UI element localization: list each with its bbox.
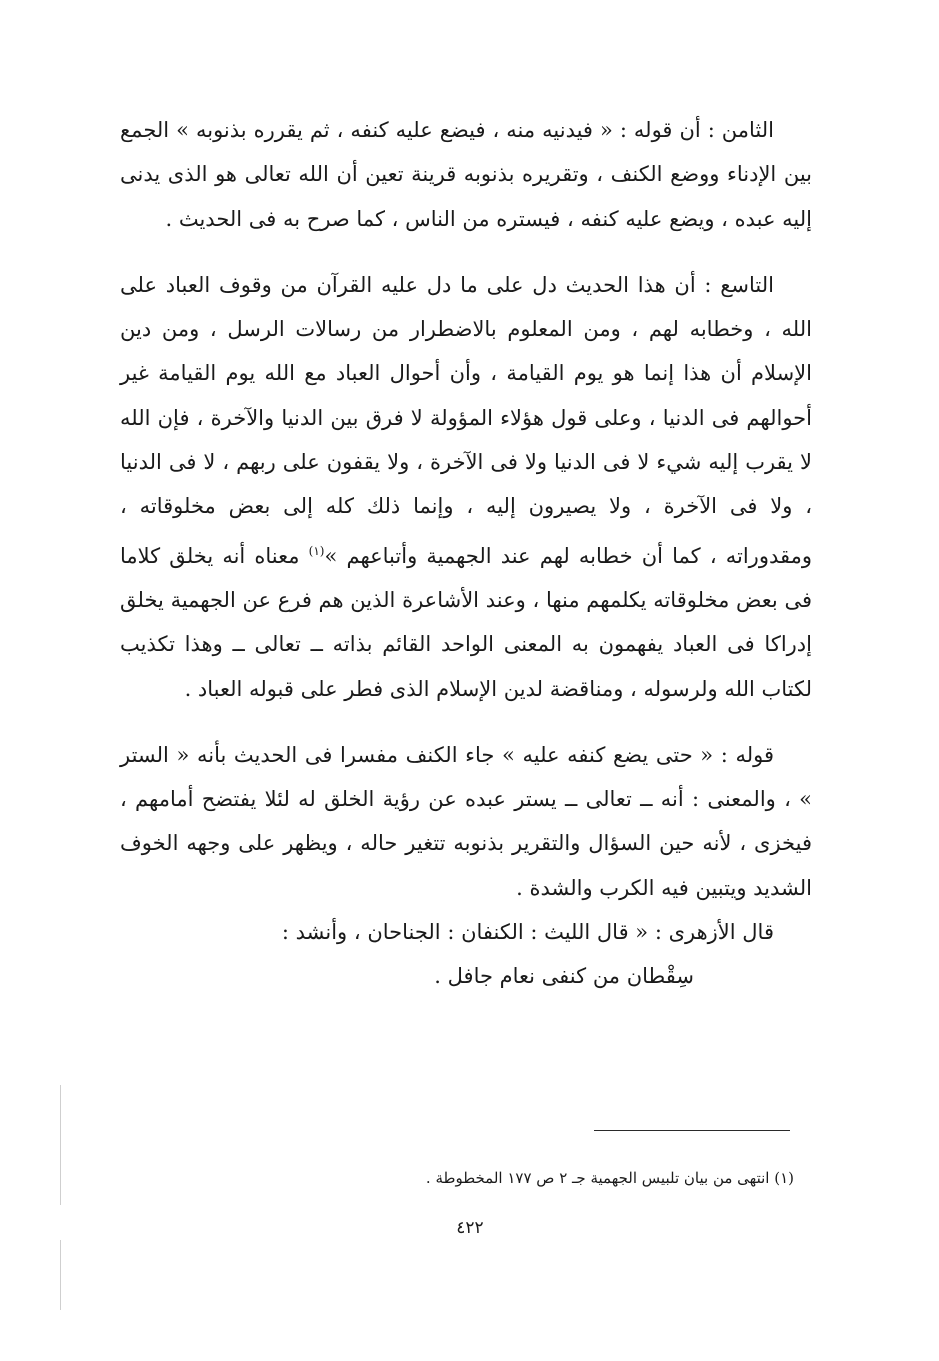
main-text: [120, 108, 812, 1021]
paragraph-eighth: الثامن : أن قوله : « فيدنيه منه ، فيضع عليه كنفه ، ثم يقرره بذنوبه » الجمع بين الإدناء ووضع الكنف ، وتقريره بذنوبه قرينة تعين أن الله تعالى هو الذى يدنى إليه عبده ، ويضع عليه كنفه ، فيستره من الناس ، كما صرح به فى الحديث .: [120, 118, 812, 231]
paragraph-ninth: [120, 263, 812, 711]
paragraph-kanaf-explanation: قوله : « حتى يضع كنفه عليه » جاء الكنف مفسرا فى الحديث بأنه « الستر » ، والمعنى : أنه ــ تعالى ــ يستر عبده عن رؤية الخلق له لئلا يفتضح أمامهم ، فيخزى ، لأنه حين السؤال والتقرير بذنوبه تتغير حاله ، ويظهر على وجهه الخوف الشديد ويتبين فيه الكرب والشدة .: [120, 742, 812, 900]
scan-edge-mark: [60, 1085, 61, 1205]
paragraph-azhari-quote: قال الأزهرى : « قال الليث : الكنفان : الجناحان ، وأنشد :: [281, 920, 774, 945]
footnote-text: (١) انتهى من بيان تلبيس الجهمية جـ ٢ ص ١٧٧ المخطوطة .: [425, 1169, 794, 1187]
paragraph-ninth-text: التاسع : أن هذا الحديث دل على ما دل عليه القرآن من وقوف العباد على الله ، وخطابه لهم ، ومن المعلوم بالاضطرار من رسالات الرسل ، ومن دين الإسلام أن هذا إنما هو يوم القيامة ، وأن أحوال العباد مع الله يوم القيامة غير أحوالهم فى الدنيا ، وعلى قول هؤلاء المؤولة لا فرق بين الدنيا والآخرة ، فإن الله لا يقرب إليه شيء لا فى الدنيا ولا فى الآخرة ، ولا يقفون على ربهم ، لا فى الدنيا ، ولا فى الآخرة ، ولا يصيرون إليه ، وإنما ذلك كله إلى بعض مخلوقاته ، ومقدوراته ، كما أن خطابه لهم عند الجهمية وأتباعهم »: [120, 272, 812, 568]
poetry-verse: سِقْطان من كنفى نعام جافل .: [434, 964, 694, 989]
footnote-reference: (١): [308, 543, 325, 558]
page-number: ٤٢٢: [456, 1218, 484, 1238]
paragraph-ninth-continuation: معناه أنه يخلق كلاما فى بعض مخلوقاته يكلمهم منها ، وعند الأشاعرة الذين هم فرع عن الجهمية يخلق إدراكا فى العباد يفهمون به المعنى الواحد القائم بذاته ــ تعالى ــ وهذا تكذيب لكتاب الله ولرسوله ، ومناقضة لدين الإسلام الذى فطر على قبوله العباد .: [120, 543, 812, 701]
footnote-separator: [594, 1130, 790, 1131]
scan-edge-mark: [60, 1240, 61, 1310]
